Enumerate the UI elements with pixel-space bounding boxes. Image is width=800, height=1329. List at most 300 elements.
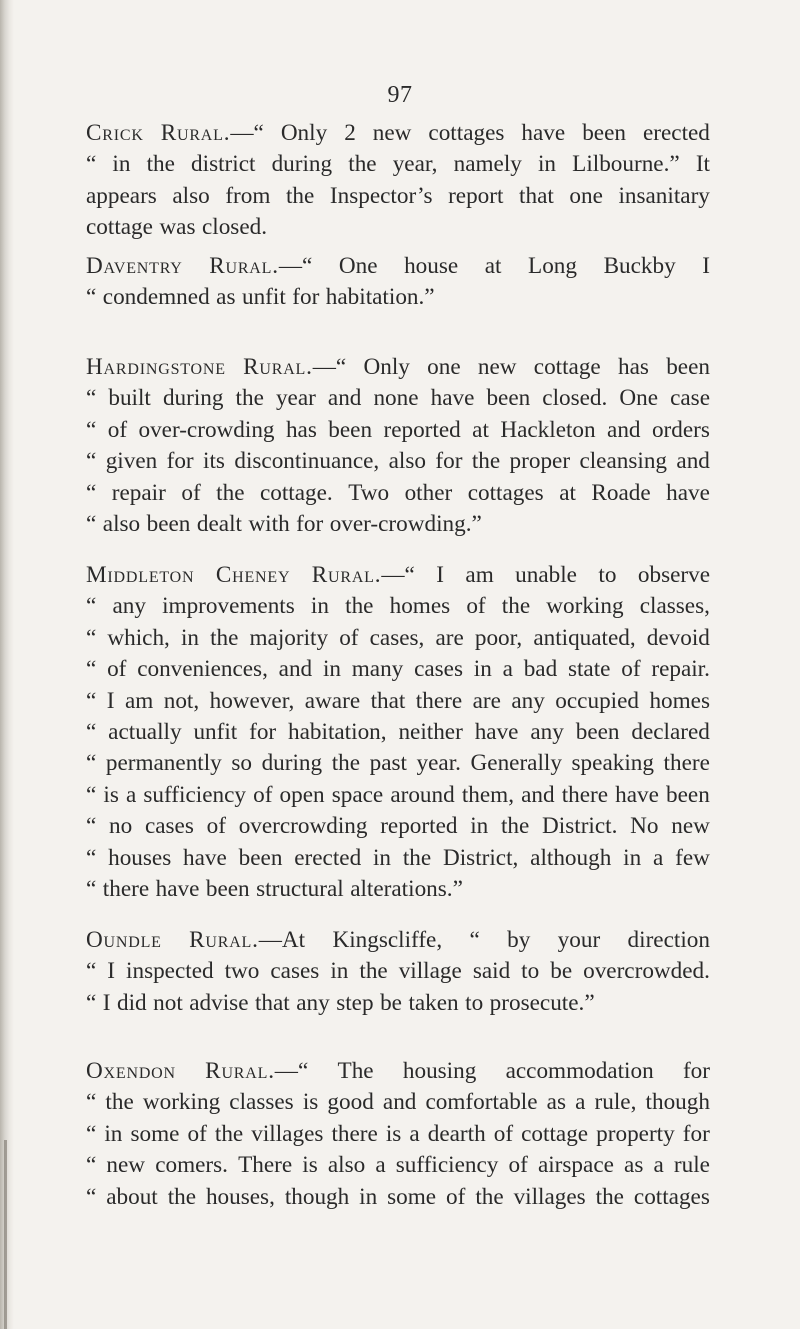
word: cases,: [369, 624, 425, 651]
word: “: [86, 750, 97, 777]
word: for: [292, 284, 320, 311]
text-line: [86, 478, 710, 509]
word: inspected: [126, 958, 214, 985]
word: the: [595, 1183, 624, 1210]
word: of: [446, 1183, 466, 1210]
word: did: [117, 989, 147, 1016]
word: “: [86, 718, 97, 745]
word: for: [249, 718, 277, 745]
paragraph-crick-rural: [86, 118, 710, 244]
word: been: [666, 354, 710, 380]
word: “: [86, 813, 97, 840]
word: houses,: [205, 1183, 275, 1210]
word: not: [153, 989, 183, 1016]
word: “: [86, 1152, 97, 1179]
word: case: [670, 385, 710, 412]
word: the: [500, 813, 530, 840]
word: have: [430, 385, 475, 412]
word: “: [86, 1120, 97, 1147]
word: in: [330, 958, 349, 985]
word: the: [475, 1183, 504, 1210]
text-line: [86, 251, 710, 282]
word: be: [380, 989, 402, 1016]
word: “: [86, 510, 97, 537]
word: one: [427, 354, 461, 380]
word: as: [546, 1089, 566, 1116]
word: and: [278, 656, 313, 683]
word: classes: [229, 1089, 294, 1116]
word: the: [216, 479, 245, 506]
text-line: [86, 623, 710, 654]
word: any: [296, 989, 330, 1016]
word: in: [372, 844, 392, 871]
word: Only: [363, 354, 410, 380]
word: be: [550, 958, 573, 985]
word: homes: [389, 593, 451, 620]
paragraph-hardingstone-rural: [86, 352, 710, 540]
word: however,: [209, 687, 295, 714]
word: during: [261, 750, 323, 777]
text-line: [86, 591, 710, 622]
word: been: [146, 510, 191, 537]
word: also: [388, 448, 426, 475]
word: villages: [513, 1183, 586, 1210]
word: few: [675, 844, 710, 871]
word: habitation,: [288, 718, 387, 745]
word: a: [652, 844, 664, 871]
word: reported: [383, 416, 461, 443]
word: its: [203, 448, 225, 475]
word: “: [86, 1089, 97, 1116]
word: been: [205, 875, 250, 902]
word: good: [327, 1089, 374, 1116]
word: the: [214, 1120, 244, 1147]
word: step: [336, 989, 374, 1016]
word: was: [159, 214, 196, 241]
word: have: [183, 844, 227, 871]
word: have: [155, 875, 200, 902]
word: report: [448, 182, 504, 209]
word: a: [575, 1089, 586, 1116]
word: Only: [280, 120, 328, 146]
text-line: [86, 717, 710, 748]
word: the: [105, 1089, 134, 1116]
word: some: [130, 1120, 180, 1147]
word: dearth: [427, 1120, 486, 1147]
word: is: [302, 1089, 319, 1116]
word: of: [181, 479, 201, 506]
text-line: [86, 509, 710, 540]
word: neither: [398, 718, 463, 745]
word: for: [435, 448, 463, 475]
word: rule: [673, 1152, 710, 1179]
word: built: [108, 385, 151, 412]
text-line: [86, 118, 710, 149]
word: dealt: [196, 510, 242, 537]
word: has: [618, 354, 649, 380]
word: no: [109, 813, 133, 840]
word: been: [486, 385, 531, 412]
word: the: [402, 844, 432, 871]
word: It: [695, 151, 710, 178]
word: with: [248, 510, 290, 537]
word: other: [404, 479, 453, 506]
word: cleansing: [579, 448, 668, 475]
text-line: [86, 843, 710, 874]
word: have: [615, 781, 659, 808]
word: overcrowding: [238, 813, 368, 840]
word: aware: [304, 687, 361, 714]
word: District,: [442, 844, 519, 871]
word: though: [284, 1183, 350, 1210]
word: permanently: [105, 750, 222, 777]
word: antiquated,: [533, 624, 636, 651]
word: cottages: [633, 1183, 710, 1210]
word: cottages: [467, 479, 544, 506]
word: repair: [111, 479, 166, 506]
word: cases: [270, 958, 320, 985]
word: “: [86, 875, 97, 902]
word: Inspector’s: [329, 182, 433, 209]
word: during: [271, 151, 333, 178]
word: of: [508, 1152, 528, 1179]
text-line: [86, 988, 710, 1019]
word: insanitary: [618, 182, 710, 209]
word: in: [104, 1120, 123, 1147]
word: of: [107, 656, 127, 683]
word: alterations.”: [350, 875, 463, 902]
word: appears: [86, 182, 157, 209]
word: structural: [256, 875, 344, 902]
word: comers.: [155, 1152, 228, 1179]
word: and: [327, 385, 362, 412]
word: new: [477, 354, 517, 380]
word: in: [473, 656, 492, 683]
word: past: [369, 750, 407, 777]
word: in: [537, 151, 557, 178]
word: are: [472, 687, 501, 714]
word: “: [86, 989, 97, 1016]
word: though: [645, 1089, 710, 1116]
text-line: [86, 874, 710, 905]
word: has: [285, 416, 317, 443]
word: house: [404, 253, 459, 279]
word: am: [124, 687, 154, 714]
word: poor,: [474, 624, 523, 651]
word: and: [382, 1089, 417, 1116]
word: bad: [523, 656, 558, 683]
word: advise: [189, 989, 249, 1016]
word: namely: [453, 151, 522, 178]
text-line: [86, 925, 710, 956]
word: repair.: [651, 656, 710, 683]
word: cases: [144, 813, 194, 840]
text-line: [86, 415, 710, 446]
word: in: [180, 624, 199, 651]
word: Buckby: [603, 253, 676, 279]
word: One: [619, 385, 659, 412]
word: two: [224, 958, 260, 985]
word: also: [172, 182, 210, 209]
word: No: [630, 813, 659, 840]
word: Lilbourne.”: [572, 151, 680, 178]
word: rule,: [594, 1089, 637, 1116]
word: One: [338, 253, 378, 279]
word: in: [112, 151, 131, 178]
word: the: [167, 1183, 197, 1210]
word: one: [569, 182, 603, 209]
word: the: [471, 448, 501, 475]
word: year: [275, 385, 316, 412]
word: “: [86, 479, 97, 506]
word: district: [191, 151, 256, 178]
word: of: [107, 416, 128, 443]
word: been: [238, 844, 283, 871]
word: and: [676, 448, 710, 475]
word: at: [472, 416, 489, 443]
word: been: [666, 781, 710, 808]
word: is: [385, 1120, 402, 1147]
word: a: [502, 656, 513, 683]
paragraph-daventry-rural: [86, 251, 710, 314]
word: as: [216, 284, 236, 311]
word: there: [663, 750, 710, 777]
word: sufficiency: [395, 1152, 499, 1179]
word: is: [302, 1152, 318, 1179]
word: property: [596, 1120, 675, 1147]
word: occupied: [555, 687, 639, 714]
word: the: [345, 593, 374, 620]
word: around: [390, 781, 455, 808]
word: which,: [107, 624, 170, 651]
word: in: [310, 593, 329, 620]
word: reported: [380, 813, 458, 840]
word: “: [86, 624, 97, 651]
district-heading-word: Rural.—“: [205, 1058, 309, 1084]
word: a: [653, 1152, 664, 1179]
word: for: [166, 448, 194, 475]
word: Two: [348, 479, 390, 506]
word: that: [370, 687, 406, 714]
word: there: [102, 875, 150, 902]
word: sufficiency: [143, 781, 246, 808]
word: there: [561, 781, 609, 808]
word: in: [470, 813, 489, 840]
word: a: [409, 1120, 420, 1147]
district-heading-word: Oxendon: [86, 1058, 176, 1084]
word: none: [373, 385, 419, 412]
word: for: [296, 510, 324, 537]
word: Long: [528, 253, 577, 279]
word: in: [359, 1183, 378, 1210]
word: comfortable: [425, 1089, 538, 1116]
word: to: [465, 989, 484, 1016]
word: the: [359, 958, 388, 985]
word: “: [86, 448, 97, 475]
word: of: [493, 1120, 514, 1147]
word: proper: [509, 448, 571, 475]
word: at: [559, 479, 576, 506]
district-heading-word: Rural.—“: [243, 354, 347, 380]
word: have: [521, 120, 566, 146]
word: working: [142, 1089, 221, 1116]
district-heading-word: Rural.—“: [311, 562, 415, 588]
text-line: [86, 1182, 710, 1213]
word: erected: [294, 844, 362, 871]
text-line: [86, 149, 710, 180]
word: and: [607, 416, 641, 443]
text-line: [86, 446, 710, 477]
word: although: [530, 844, 612, 871]
word: Hackleton: [500, 416, 596, 443]
word: space: [331, 781, 384, 808]
word: open: [279, 781, 325, 808]
word: been: [328, 416, 373, 443]
word: airspace: [537, 1152, 614, 1179]
word: during: [162, 385, 224, 412]
paragraph-oxendon-rural: [86, 1056, 710, 1213]
text-line: [86, 811, 710, 842]
word: “: [86, 844, 97, 871]
text-line: [86, 654, 710, 685]
word: of: [187, 1120, 207, 1147]
word: unable: [515, 562, 577, 588]
page-binding-edge: [0, 0, 14, 1329]
word: erected: [642, 120, 710, 146]
word: new: [671, 813, 710, 840]
word: working: [546, 593, 624, 620]
word: village: [398, 958, 462, 985]
word: observe: [637, 562, 710, 588]
word: of: [621, 656, 641, 683]
word: been: [582, 120, 626, 146]
word: your: [557, 927, 601, 953]
text-line: [86, 1056, 710, 1087]
word: the: [285, 182, 315, 209]
word: unfit: [193, 718, 238, 745]
word: given: [105, 448, 158, 475]
text-line: [86, 212, 710, 243]
text-line: [86, 1087, 710, 1118]
word: discontinuance,: [234, 448, 380, 475]
word: the: [146, 151, 175, 178]
word: speaking: [571, 750, 654, 777]
word: said: [472, 958, 511, 985]
word: at: [484, 253, 502, 279]
word: I: [702, 253, 710, 279]
word: am: [465, 562, 494, 588]
word: Roade: [591, 479, 651, 506]
word: in: [322, 656, 341, 683]
word: “: [86, 416, 97, 443]
word: so: [231, 750, 252, 777]
district-heading-word: Crick: [86, 120, 144, 146]
text-line: [86, 748, 710, 779]
district-heading-word: Cheney: [215, 562, 291, 588]
text-line: [86, 956, 710, 987]
word: the: [501, 593, 531, 620]
word: 2: [344, 120, 356, 146]
word: “: [86, 284, 97, 311]
word: “: [86, 1183, 97, 1210]
word: conveniences,: [137, 656, 268, 683]
word: there: [331, 1120, 378, 1147]
word: “: [469, 927, 480, 953]
word: by: [507, 927, 531, 953]
word: District.: [542, 813, 618, 840]
word: year,: [392, 151, 438, 178]
word: I: [106, 687, 115, 714]
word: cottage: [533, 354, 601, 380]
word: and: [521, 781, 555, 808]
word: in: [623, 844, 642, 871]
district-heading-word: Rural.—“: [160, 120, 264, 146]
word: from: [225, 182, 271, 209]
text-line: [86, 560, 710, 591]
word: a: [375, 1152, 386, 1179]
word: new: [372, 120, 412, 146]
word: unfit: [241, 284, 286, 311]
word: a: [125, 781, 137, 808]
paragraph-middleton-cheney-rural: [86, 560, 710, 905]
word: that: [519, 182, 554, 209]
word: “: [86, 151, 97, 178]
word: for: [682, 1120, 710, 1147]
district-heading-word: Hardingstone: [86, 354, 226, 380]
word: homes: [649, 687, 710, 714]
word: “: [86, 781, 97, 808]
word: the: [348, 151, 377, 178]
word: the: [331, 750, 361, 777]
word: direction: [627, 927, 710, 953]
word: about: [106, 1183, 158, 1210]
word: condemned: [102, 284, 210, 311]
word: over-crowding.”: [329, 510, 482, 537]
word: villages: [251, 1120, 324, 1147]
word: improvements: [162, 593, 295, 620]
word: cases: [414, 656, 463, 683]
word: “: [86, 385, 97, 412]
word: not,: [163, 687, 200, 714]
page-number: 97: [387, 82, 413, 108]
district-heading-word: Oundle: [86, 927, 162, 953]
word: Kingscliffe,: [332, 927, 443, 953]
word: declared: [631, 718, 710, 745]
word: as: [624, 1152, 644, 1179]
word: I: [102, 989, 111, 1016]
text-line: [86, 1150, 710, 1181]
text-line: [86, 181, 710, 212]
text-line: [86, 780, 710, 811]
word: classes,: [639, 593, 710, 620]
word: of: [466, 593, 486, 620]
word: any: [511, 687, 545, 714]
district-heading-word: Middleton: [86, 562, 195, 588]
word: actually: [108, 718, 182, 745]
word: the: [235, 385, 264, 412]
word: There: [238, 1152, 293, 1179]
paragraph-oundle-rural: [86, 925, 710, 1019]
word: I: [107, 958, 116, 985]
word: accommodation: [505, 1058, 654, 1084]
word: them,: [461, 781, 514, 808]
word: “: [86, 687, 97, 714]
word: year.: [416, 750, 461, 777]
word: cottage: [86, 214, 153, 241]
word: of: [339, 624, 359, 651]
word: any: [112, 593, 146, 620]
word: closed.: [542, 385, 608, 412]
